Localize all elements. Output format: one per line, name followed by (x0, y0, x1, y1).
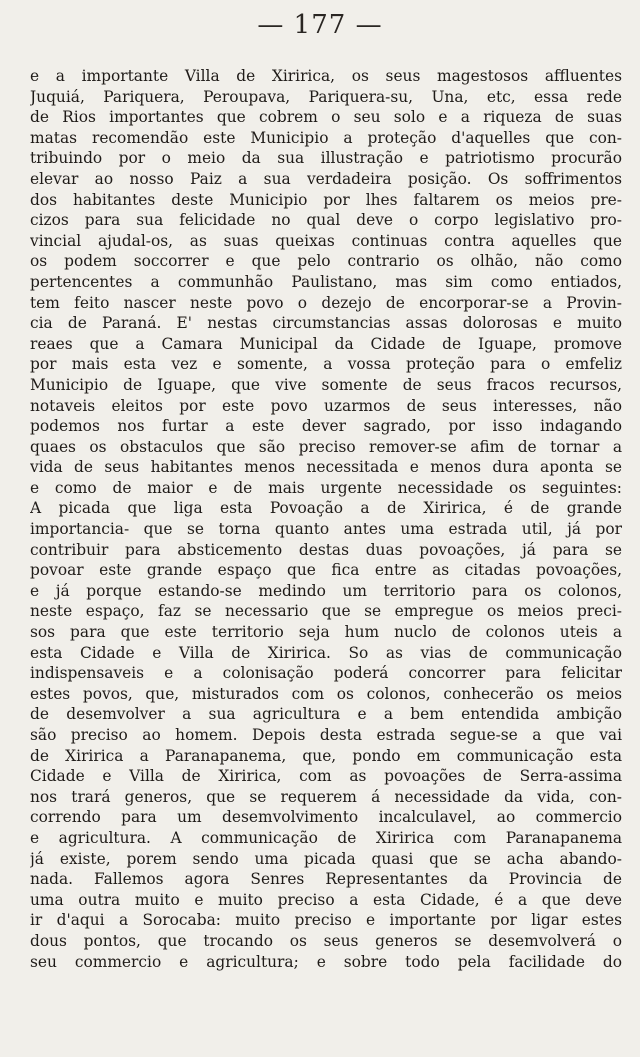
text-line: tem feito nascer neste povo o dezejo de encorporar-se a Provin- (30, 293, 622, 312)
text-line: dos habitantes deste Municipio por lhes faltarem os meios pre- (30, 190, 622, 209)
text-line: pertencentes a communhão Paulistano, mas sim como entiados, (30, 272, 622, 291)
text-line: Municipio de Iguape, que vive somente de seus fracos recursos, (30, 375, 622, 394)
text-line: podemos nos furtar a este dever sagrado, por isso indagando (30, 417, 622, 436)
text-line: esta Cidade e Villa de Xiririca. So as vias de communicação (30, 643, 622, 662)
text-line: povoar este grande espaço que fica entre as citadas povoações, (30, 561, 622, 580)
text-line: de Rios importantes que cobrem o seu solo e a riqueza de suas (30, 108, 622, 127)
text-line: estes povos, que, misturados com os colonos, conhecerão os meios (30, 684, 622, 703)
text-line: por mais esta vez e somente, a vossa proteção para o emfeliz (30, 355, 622, 374)
text-line: elevar ao nosso Paiz a sua verdadeira posição. Os soffrimentos (30, 169, 622, 188)
text-line: vida de seus habitantes menos necessitada e menos dura aponta se (30, 458, 622, 477)
text-line: já existe, porem sendo uma picada quasi que se acha abando- (30, 849, 622, 868)
text-line: cia de Paraná. E' nestas circumstancias assas dolorosas e muito (30, 314, 622, 333)
text-line: indispensaveis e a colonisação poderá concorrer para felicitar (30, 664, 622, 683)
page-number: — 177 — (257, 10, 383, 40)
body-text (30, 66, 622, 972)
text-line: contribuir para absticemento destas duas povoações, já para se (30, 540, 622, 559)
text-line: A picada que liga esta Povoação a de Xiririca, é de grande (30, 499, 622, 518)
text-line: de desemvolver a sua agricultura e a bem entendida ambição (30, 705, 622, 724)
text-line: matas recomendão este Municipio a proteção d'aquelles que con- (30, 128, 622, 147)
text-line: importancia- que se torna quanto antes uma estrada util, já por (30, 520, 622, 539)
text-line: seu commercio e agricultura; e sobre todo pela facilidade do (30, 952, 622, 971)
text-line: nada. Fallemos agora Senres Representantes da Provincia de (30, 870, 622, 889)
text-line: e já porque estando-se medindo um territorio para os colonos, (30, 581, 622, 600)
text-line: reaes que a Camara Municipal da Cidade de Iguape, promove (30, 334, 622, 353)
text-line: Juquiá, Pariquera, Peroupava, Pariquera-su, Una, etc, essa rede (30, 87, 622, 106)
text-line: sos para que este territorio seja hum nuclo de colonos uteis a (30, 623, 622, 642)
text-line: vincial ajudal-os, as suas queixas continuas contra aquelles que (30, 231, 622, 250)
text-line: e como de maior e de mais urgente necessidade os seguintes: (30, 478, 622, 497)
text-line: tribuindo por o meio da sua illustração e patriotismo procurão (30, 149, 622, 168)
text-line: Cidade e Villa de Xiririca, com as povoações de Serra-assima (30, 767, 622, 786)
text-line: uma outra muito e muito preciso a esta Cidade, é a que deve (30, 890, 622, 909)
text-line: correndo para um desemvolvimento incalculavel, ao commercio (30, 808, 622, 827)
text-line: quaes os obstaculos que são preciso remover-se afim de tornar a (30, 437, 622, 456)
text-line: e a importante Villa de Xiririca, os seus magestosos affluentes (30, 67, 622, 85)
text-line: dous pontos, que trocando os seus generos se desemvolverá o (30, 931, 622, 950)
text-line: os podem soccorrer e que pelo contrario os olhão, não como (30, 252, 622, 271)
text-line: e agricultura. A communicação de Xiririca com Paranapanema (30, 828, 622, 847)
text-line: neste espaço, faz se necessario que se empregue os meios preci- (30, 602, 622, 621)
text-line: ir d'aqui a Sorocaba: muito preciso e importante por ligar estes (30, 911, 622, 930)
text-line: são preciso ao homem. Depois desta estrada segue-se a que vai (30, 726, 622, 744)
text-line: notaveis eleitos por este povo uzarmos de seus interesses, não (30, 396, 622, 415)
text-line: de Xiririca a Paranapanema, que, pondo em communicação esta (30, 746, 622, 765)
text-line: cizos para sua felicidade no qual deve o corpo legislativo pro- (30, 211, 622, 230)
text-line: nos trará generos, que se requerem á necessidade da vida, con- (30, 787, 622, 806)
